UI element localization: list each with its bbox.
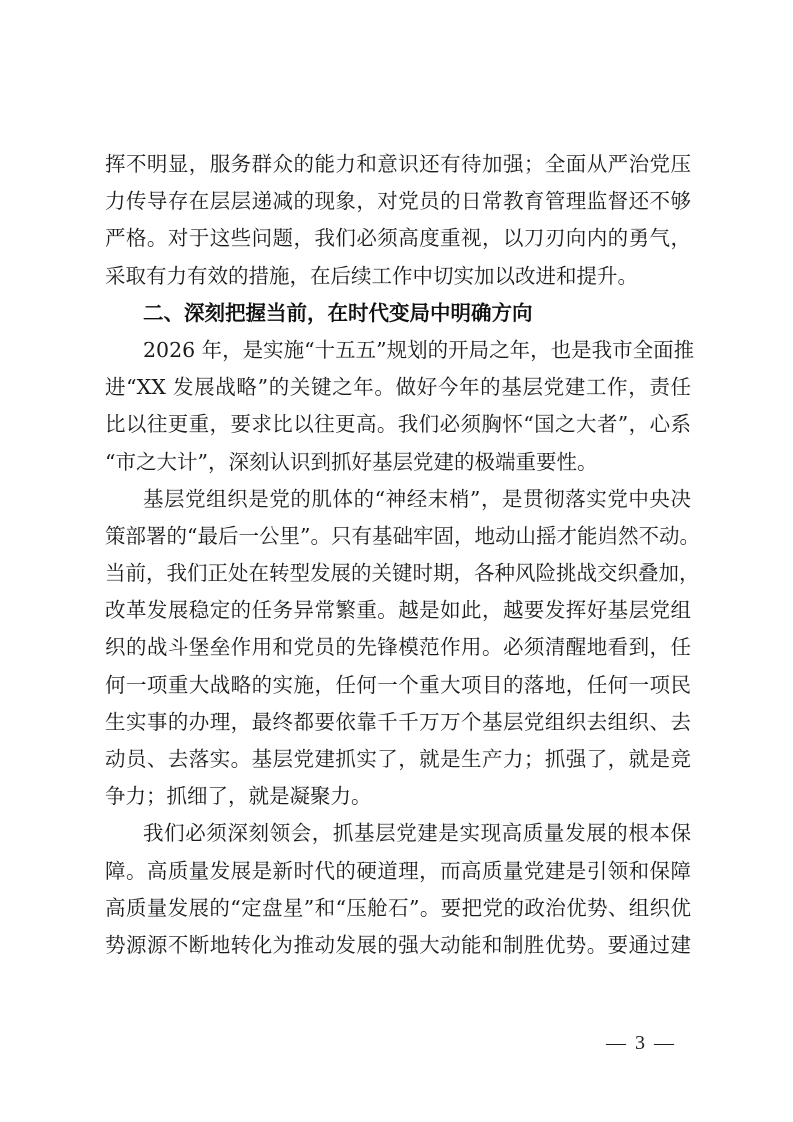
text-line: 争力；抓细了，就是凝聚力。 xyxy=(105,784,372,809)
section-heading: 二、深刻把握当前，在时代变局中明确方向 xyxy=(143,300,533,325)
text-line: 当前，我们正处在转型发展的关键时期，各种风险挑战交织叠加， xyxy=(105,561,700,586)
text-line: “市之大计”，深刻认识到抓好基层党建的极端重要性。 xyxy=(105,449,598,474)
text-line: 策部署的“最后一公里”。只有基础牢固，地动山摇才能岿然不动。 xyxy=(105,523,700,548)
text-line: 改革发展稳定的任务异常繁重。越是如此，越要发挥好基层党组 xyxy=(105,598,691,623)
text-line: 势源源不断地转化为推动发展的强大动能和制胜优势。要通过建 xyxy=(105,932,691,957)
text-line: 挥不明显，服务群众的能力和意识还有待加强；全面从严治党压 xyxy=(105,152,691,176)
text-line: 何一项重大战略的实施，任何一个重大项目的落地，任何一项民 xyxy=(105,672,691,697)
text-line: 进“XX 发展战略”的关键之年。做好今年的基层党建工作，责任 xyxy=(105,375,691,400)
text-line: 高质量发展的“定盘星”和“压舱石”。要把党的政治优势、组织优 xyxy=(105,895,691,920)
text-line: 比以往更重，要求比以往更高。我们必须胸怀“国之大者”，心系 xyxy=(105,412,691,437)
paragraph-start-line: 我们必须深刻领会，抓基层党建是实现高质量发展的根本保 xyxy=(143,821,691,846)
text-line: 动员、去落实。基层党建抓实了，就是生产力；抓强了，就是竞 xyxy=(105,747,691,771)
text-line: 采取有力有效的措施，在后续工作中切实加以改进和提升。 xyxy=(105,263,638,288)
paragraph-start-line: 基层党组织是党的肌体的“神经末梢”，是贯彻落实党中央决 xyxy=(143,486,691,511)
paragraph-start-line: 2026 年，是实施“十五五”规划的开局之年，也是我市全面推 xyxy=(143,337,695,362)
text-line: 严格。对于这些问题，我们必须高度重视，以刀刃向内的勇气， xyxy=(105,226,691,251)
text-line: 生实事的办理，最终都要依靠千千万万个基层党组织去组织、去 xyxy=(105,709,691,734)
page-number: — 3 — xyxy=(606,1032,676,1054)
document-body xyxy=(105,146,700,964)
text-line: 障。高质量发展是新时代的硬道理，而高质量党建是引领和保障 xyxy=(105,858,691,883)
text-line: 织的战斗堡垒作用和党员的先锋模范作用。必须清醒地看到，任 xyxy=(105,635,691,660)
text-line: 力传导存在层层递减的现象，对党员的日常教育管理监督还不够 xyxy=(105,189,691,214)
